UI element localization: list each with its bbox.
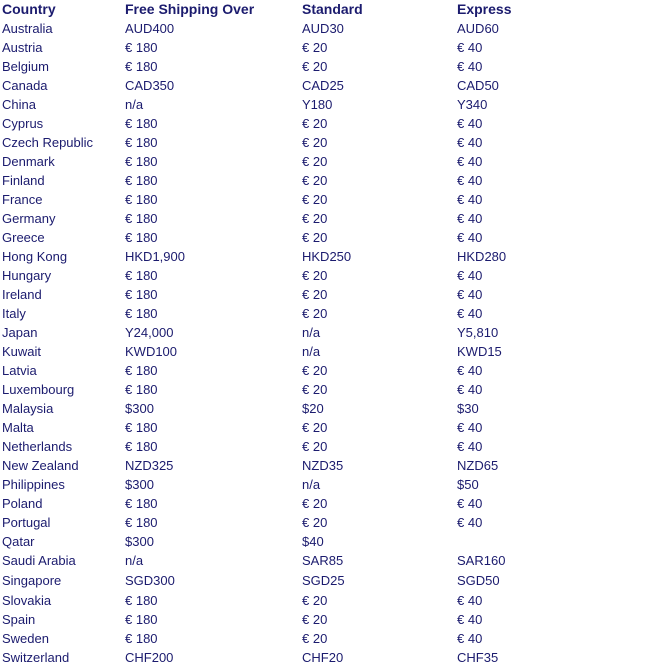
cell-express: € 40 bbox=[457, 593, 483, 608]
cell-country: Hong Kong bbox=[2, 249, 68, 264]
cell-free-shipping-over: € 180 bbox=[125, 515, 158, 530]
cell-standard: CAD25 bbox=[302, 78, 344, 93]
table-row bbox=[0, 19, 605, 38]
cell-standard: HKD250 bbox=[302, 249, 352, 264]
cell-express: € 40 bbox=[457, 631, 483, 646]
cell-country: Denmark bbox=[2, 154, 55, 169]
table-row bbox=[0, 342, 605, 361]
cell-free-shipping-over: AUD400 bbox=[125, 21, 175, 36]
cell-country: Qatar bbox=[2, 534, 35, 549]
cell-express: Y5,810 bbox=[457, 325, 499, 340]
cell-free-shipping-over: € 180 bbox=[125, 631, 158, 646]
cell-standard: € 20 bbox=[302, 287, 328, 302]
cell-express: € 40 bbox=[457, 420, 483, 435]
cell-free-shipping-over: n/a bbox=[125, 97, 144, 112]
cell-country: Latvia bbox=[2, 363, 37, 378]
cell-standard: € 20 bbox=[302, 135, 328, 150]
cell-country: Saudi Arabia bbox=[2, 553, 76, 568]
cell-free-shipping-over: € 180 bbox=[125, 439, 158, 454]
cell-express: € 40 bbox=[457, 268, 483, 283]
table-row bbox=[0, 323, 605, 342]
cell-free-shipping-over: € 180 bbox=[125, 268, 158, 283]
cell-free-shipping-over: $300 bbox=[125, 401, 154, 416]
cell-free-shipping-over: CAD350 bbox=[125, 78, 175, 93]
cell-country: Slovakia bbox=[2, 593, 52, 608]
cell-express: HKD280 bbox=[457, 249, 507, 264]
cell-country: Malta bbox=[2, 420, 34, 435]
cell-express bbox=[455, 532, 605, 551]
table-row bbox=[0, 38, 605, 57]
table-row bbox=[0, 76, 605, 95]
cell-express: € 40 bbox=[457, 116, 483, 131]
cell-standard: n/a bbox=[302, 477, 321, 492]
cell-express: KWD15 bbox=[457, 344, 502, 359]
cell-free-shipping-over: € 180 bbox=[125, 363, 158, 378]
cell-express: € 40 bbox=[457, 230, 483, 245]
cell-free-shipping-over: $300 bbox=[125, 477, 154, 492]
cell-free-shipping-over: € 180 bbox=[125, 612, 158, 627]
table-row bbox=[0, 437, 605, 456]
cell-free-shipping-over: € 180 bbox=[125, 496, 158, 511]
cell-country: France bbox=[2, 192, 43, 207]
cell-free-shipping-over: € 180 bbox=[125, 154, 158, 169]
cell-express: € 40 bbox=[457, 154, 483, 169]
cell-standard: n/a bbox=[302, 325, 321, 340]
cell-country: New Zealand bbox=[2, 458, 79, 473]
cell-standard: € 20 bbox=[302, 116, 328, 131]
cell-free-shipping-over: € 180 bbox=[125, 135, 158, 150]
cell-free-shipping-over: € 180 bbox=[125, 306, 158, 321]
cell-express: € 40 bbox=[457, 439, 483, 454]
table-row bbox=[0, 304, 605, 323]
table-row bbox=[0, 494, 605, 513]
cell-express: € 40 bbox=[457, 306, 483, 321]
cell-standard: € 20 bbox=[302, 192, 328, 207]
cell-standard: € 20 bbox=[302, 631, 328, 646]
table-row bbox=[0, 570, 605, 591]
table-row bbox=[0, 152, 605, 171]
table-row bbox=[0, 190, 605, 209]
cell-express: AUD60 bbox=[457, 21, 499, 36]
cell-express: € 40 bbox=[457, 40, 483, 55]
cell-country: Belgium bbox=[2, 59, 49, 74]
cell-free-shipping-over: n/a bbox=[125, 553, 144, 568]
cell-express: € 40 bbox=[457, 363, 483, 378]
cell-express: € 40 bbox=[457, 287, 483, 302]
header-express: Express bbox=[457, 1, 512, 17]
cell-country: Finland bbox=[2, 173, 45, 188]
cell-express: € 40 bbox=[457, 612, 483, 627]
table-row bbox=[0, 551, 605, 570]
cell-standard: $20 bbox=[302, 401, 324, 416]
cell-standard: € 20 bbox=[302, 420, 328, 435]
cell-free-shipping-over: € 180 bbox=[125, 192, 158, 207]
cell-standard: € 20 bbox=[302, 154, 328, 169]
cell-country: Czech Republic bbox=[2, 135, 94, 150]
table-row bbox=[0, 610, 605, 629]
table-row bbox=[0, 171, 605, 190]
header-free-shipping-over: Free Shipping Over bbox=[125, 1, 255, 17]
cell-standard: AUD30 bbox=[302, 21, 344, 36]
cell-standard: n/a bbox=[302, 344, 321, 359]
cell-country: Italy bbox=[2, 306, 26, 321]
cell-country: Ireland bbox=[2, 287, 42, 302]
cell-standard: CHF20 bbox=[302, 650, 344, 665]
cell-free-shipping-over: CHF200 bbox=[125, 650, 174, 665]
header-country: Country bbox=[2, 1, 56, 17]
cell-free-shipping-over: Y24,000 bbox=[125, 325, 174, 340]
cell-free-shipping-over: $300 bbox=[125, 534, 154, 549]
table-row bbox=[0, 133, 605, 152]
table-row bbox=[0, 247, 605, 266]
cell-country: Greece bbox=[2, 230, 45, 245]
table-row bbox=[0, 648, 605, 667]
cell-standard: NZD35 bbox=[302, 458, 344, 473]
cell-free-shipping-over: HKD1,900 bbox=[125, 249, 185, 264]
table-row bbox=[0, 114, 605, 133]
cell-country: Singapore bbox=[2, 573, 62, 588]
cell-standard: SAR85 bbox=[302, 553, 344, 568]
table-row bbox=[0, 285, 605, 304]
cell-country: Luxembourg bbox=[2, 382, 75, 397]
cell-standard: € 20 bbox=[302, 306, 328, 321]
table-row bbox=[0, 361, 605, 380]
cell-country: Hungary bbox=[2, 268, 52, 283]
cell-standard: € 20 bbox=[302, 230, 328, 245]
cell-country: China bbox=[2, 97, 36, 112]
table-row bbox=[0, 513, 605, 532]
cell-free-shipping-over: € 180 bbox=[125, 382, 158, 397]
cell-free-shipping-over: € 180 bbox=[125, 287, 158, 302]
cell-express: € 40 bbox=[457, 382, 483, 397]
table-row bbox=[0, 591, 605, 610]
cell-standard: € 20 bbox=[302, 515, 328, 530]
cell-free-shipping-over: SGD300 bbox=[125, 573, 175, 588]
cell-standard: € 20 bbox=[302, 173, 328, 188]
cell-country: Germany bbox=[2, 211, 56, 226]
table-row bbox=[0, 380, 605, 399]
table-row bbox=[0, 228, 605, 247]
cell-express: $30 bbox=[457, 401, 479, 416]
cell-country: Philippines bbox=[2, 477, 65, 492]
table-row bbox=[0, 209, 605, 228]
cell-express: SAR160 bbox=[457, 553, 506, 568]
table-row bbox=[0, 418, 605, 437]
cell-free-shipping-over: € 180 bbox=[125, 59, 158, 74]
table-row bbox=[0, 456, 605, 475]
cell-free-shipping-over: € 180 bbox=[125, 230, 158, 245]
cell-country: Malaysia bbox=[2, 401, 54, 416]
cell-country: Switzerland bbox=[2, 650, 70, 665]
cell-standard: € 20 bbox=[302, 363, 328, 378]
table-row bbox=[0, 266, 605, 285]
cell-express: $50 bbox=[457, 477, 479, 492]
cell-standard: € 20 bbox=[302, 439, 328, 454]
cell-express: € 40 bbox=[457, 173, 483, 188]
cell-standard: € 20 bbox=[302, 612, 328, 627]
cell-free-shipping-over: € 180 bbox=[125, 116, 158, 131]
table-row bbox=[0, 629, 605, 648]
table-row bbox=[0, 399, 605, 418]
cell-country: Kuwait bbox=[2, 344, 42, 359]
cell-free-shipping-over: NZD325 bbox=[125, 458, 174, 473]
cell-country: Spain bbox=[2, 612, 36, 627]
header-standard: Standard bbox=[302, 1, 363, 17]
table-row bbox=[0, 57, 605, 76]
cell-standard: € 20 bbox=[302, 496, 328, 511]
cell-standard: € 20 bbox=[302, 382, 328, 397]
cell-express: Y340 bbox=[457, 97, 488, 112]
cell-express: NZD65 bbox=[457, 458, 499, 473]
cell-country: Canada bbox=[2, 78, 48, 93]
cell-express: SGD50 bbox=[457, 573, 500, 588]
cell-free-shipping-over: KWD100 bbox=[125, 344, 178, 359]
cell-standard: € 20 bbox=[302, 59, 328, 74]
cell-standard: Y180 bbox=[302, 97, 333, 112]
table-row bbox=[0, 475, 605, 494]
cell-standard: SGD25 bbox=[302, 573, 345, 588]
cell-express: CHF35 bbox=[457, 650, 499, 665]
cell-express: € 40 bbox=[457, 59, 483, 74]
cell-free-shipping-over: € 180 bbox=[125, 593, 158, 608]
cell-standard: $40 bbox=[302, 534, 324, 549]
table-row bbox=[0, 95, 605, 114]
cell-country: Japan bbox=[2, 325, 38, 340]
cell-express: € 40 bbox=[457, 515, 483, 530]
cell-express: € 40 bbox=[457, 211, 483, 226]
cell-express: € 40 bbox=[457, 135, 483, 150]
cell-country: Austria bbox=[2, 40, 43, 55]
cell-free-shipping-over: € 180 bbox=[125, 173, 158, 188]
cell-express: CAD50 bbox=[457, 78, 499, 93]
cell-country: Netherlands bbox=[2, 439, 73, 454]
cell-country: Sweden bbox=[2, 631, 49, 646]
table-row bbox=[0, 532, 605, 551]
cell-country: Poland bbox=[2, 496, 43, 511]
cell-free-shipping-over: € 180 bbox=[125, 420, 158, 435]
cell-express: € 40 bbox=[457, 496, 483, 511]
cell-standard: € 20 bbox=[302, 40, 328, 55]
cell-country: Cyprus bbox=[2, 116, 44, 131]
cell-standard: € 20 bbox=[302, 211, 328, 226]
cell-country: Portugal bbox=[2, 515, 51, 530]
cell-free-shipping-over: € 180 bbox=[125, 211, 158, 226]
cell-standard: € 20 bbox=[302, 593, 328, 608]
cell-express: € 40 bbox=[457, 192, 483, 207]
cell-standard: € 20 bbox=[302, 268, 328, 283]
cell-free-shipping-over: € 180 bbox=[125, 40, 158, 55]
header-row bbox=[0, 0, 605, 19]
cell-country: Australia bbox=[2, 21, 53, 36]
